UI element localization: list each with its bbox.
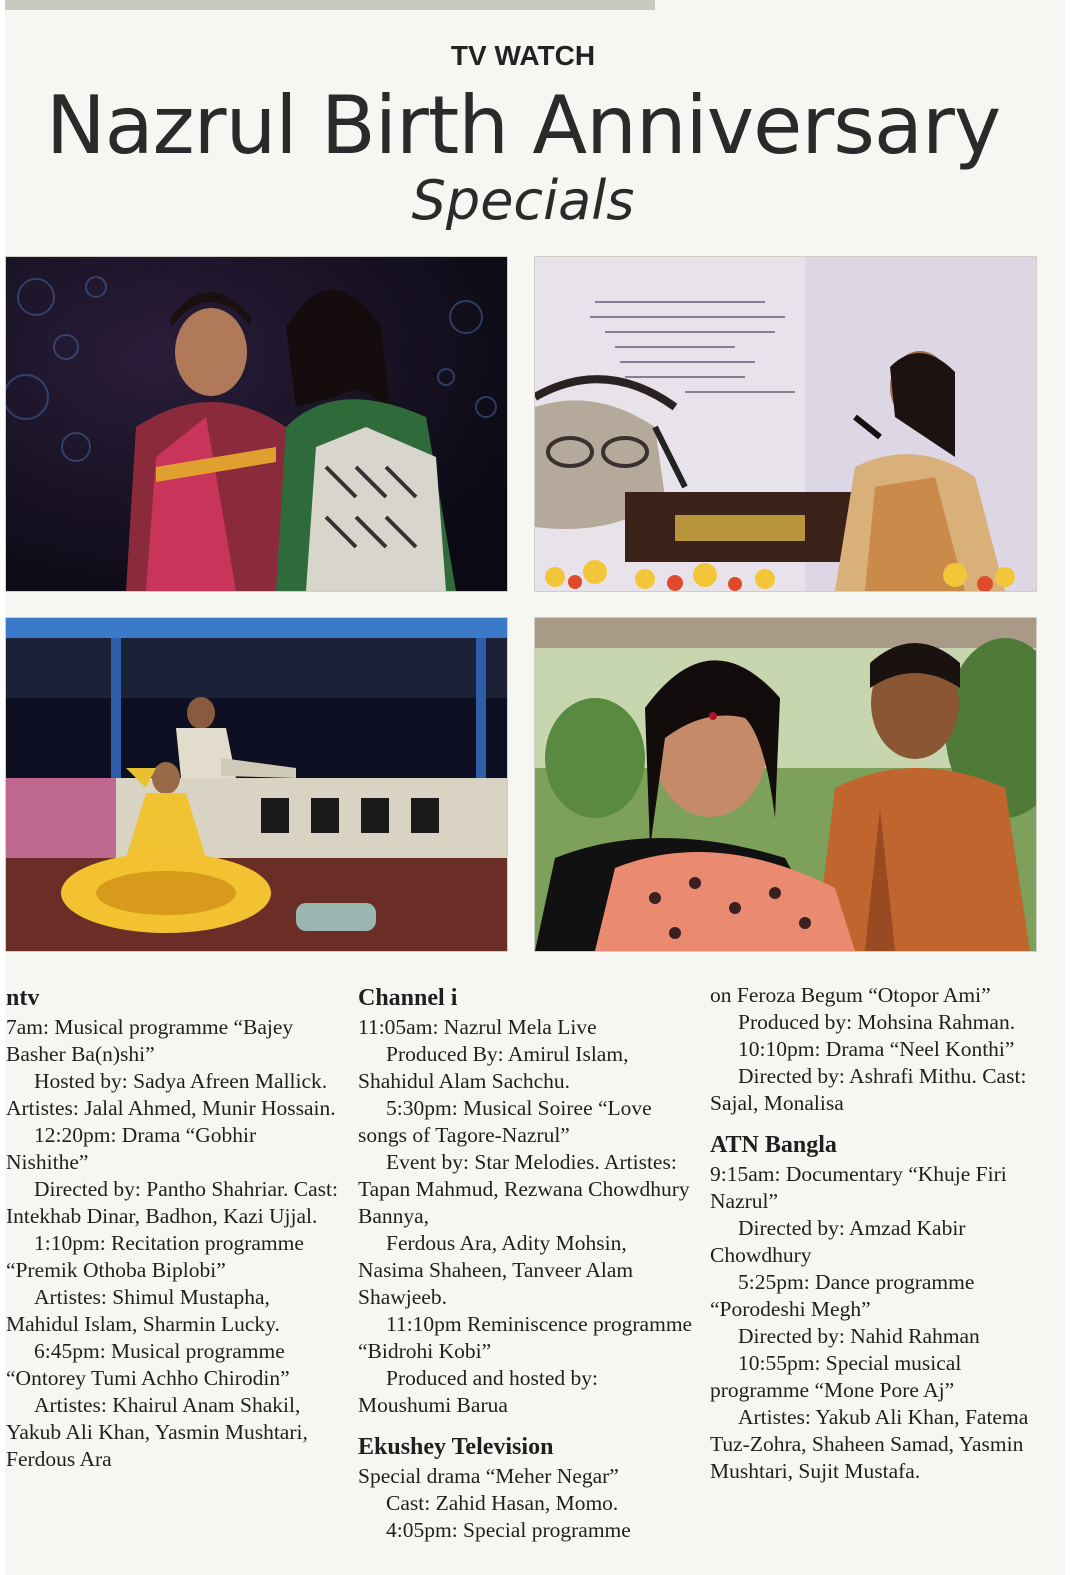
channel-heading-channel-i: Channel i (358, 985, 458, 1011)
schedule-entry: Produced By: Amirul Islam, Shahidul Alam Sachchu. (358, 1042, 629, 1093)
schedule-entry: 4:05pm: Special programme (386, 1518, 631, 1542)
schedule-entry: Produced by: Mohsina Rahman. (738, 1010, 1016, 1034)
top-color-strip (5, 0, 655, 10)
section-kicker: TV WATCH (450, 40, 596, 71)
photo-harmonium-singer (534, 256, 1037, 592)
schedule-column-2 (358, 982, 693, 1544)
schedule-entry: 5:30pm: Musical Soiree “Love songs of Tagore-Nazrul” (358, 1096, 652, 1147)
schedule-entry: 12:20pm: Drama “Gobhir Nishithe” (6, 1123, 257, 1174)
schedule-entry: 7am: Musical programme “Bajey Basher Ba(n)shi” (6, 1015, 294, 1066)
schedule-entry: Directed by: Amzad Kabir Chowdhury (710, 1216, 966, 1267)
channel-heading-ekushey: Ekushey Television (358, 1434, 554, 1460)
schedule-entry: Directed by: Ashrafi Mithu. Cast: Sajal, Monalisa (710, 1064, 1027, 1115)
schedule-entry: Special drama “Meher Negar” (358, 1464, 619, 1488)
schedule-entry: 11:10pm Reminiscence programme “Bidrohi Kobi” (358, 1312, 693, 1363)
schedule-entry: 10:55pm: Special musical programme “Mone Pore Aj” (710, 1351, 962, 1402)
schedule-entry: Artistes: Yakub Ali Khan, Fatema Tuz-Zohra, Shaheen Samad, Yasmin Mushtari, Sujit Mustafa. (710, 1405, 1029, 1483)
channel-heading-atn-bangla: ATN Bangla (710, 1132, 837, 1158)
schedule-entry: 5:25pm: Dance programme “Porodeshi Megh” (710, 1270, 975, 1321)
schedule-entry: Directed by: Pantho Shahriar. Cast: Intekhab Dinar, Badhon, Kazi Ujjal. (6, 1177, 338, 1228)
schedule-column-3 (710, 982, 1045, 1485)
schedule-entry: 10:10pm: Drama “Neel Konthi” (738, 1037, 1015, 1061)
schedule-entry: 9:15am: Documentary “Khuje Firi Nazrul” (710, 1162, 1007, 1213)
schedule-column-1 (6, 982, 341, 1473)
schedule-entry: Directed by: Nahid Rahman (738, 1324, 980, 1348)
schedule-entry: Artistes: Shimul Mustapha, Mahidul Islam, Sharmin Lucky. (6, 1285, 280, 1336)
schedule-entry: Cast: Zahid Hasan, Momo. (386, 1491, 619, 1515)
schedule-entry: Artistes: Khairul Anam Shakil, Yakub Ali Khan, Yasmin Mushtari, Ferdous Ara (6, 1393, 308, 1471)
schedule-entry: on Feroza Begum “Otopor Ami” (710, 983, 991, 1007)
schedule-entry: Ferdous Ara, Adity Mohsin, Nasima Shaheen, Tanveer Alam Shawjeeb. (358, 1231, 634, 1309)
schedule-entry: 1:10pm: Recitation programme “Premik Othoba Biplobi” (6, 1231, 304, 1282)
photo-two-singers (5, 256, 508, 592)
schedule-entry: Event by: Star Melodies. Artistes: Tapan Mahmud, Rezwana Chowdhury Bannya, (358, 1150, 690, 1228)
page-headline: Nazrul Birth Anniversary (45, 79, 1001, 172)
schedule-entry: 6:45pm: Musical programme “Ontorey Tumi Achho Chirodin” (6, 1339, 290, 1390)
schedule-entry: Produced and hosted by: Moushumi Barua (358, 1366, 598, 1417)
page-subheadline: Specials (411, 169, 635, 232)
schedule-entry: 11:05am: Nazrul Mela Live (358, 1015, 597, 1039)
channel-heading-ntv: ntv (6, 985, 40, 1011)
photo-drama-scene (534, 617, 1037, 952)
photo-dance-veranda (5, 617, 508, 952)
schedule-entry: Hosted by: Sadya Afreen Mallick. Artistes: Jalal Ahmed, Munir Hossain. (6, 1069, 336, 1120)
